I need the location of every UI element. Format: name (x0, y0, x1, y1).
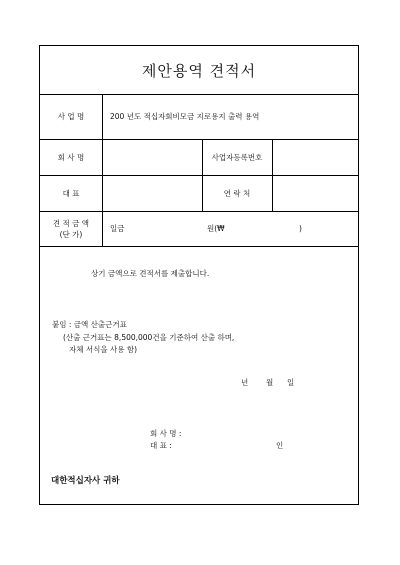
registration-number-value[interactable] (276, 139, 356, 175)
representative-label: 대 표 (62, 188, 80, 198)
business-name-value: 200 년도 적십자회비모금 지로용지 출력 용역 (110, 112, 260, 121)
company-name-value[interactable] (103, 139, 202, 175)
attachment-line-1: 붙임 : 금액 산출근거표 (52, 320, 127, 329)
attachment-line-3: 자체 서식을 사용 함) (69, 345, 138, 354)
row-divider (40, 246, 358, 247)
registration-number-label: 사업자등록번호 (211, 152, 263, 162)
company-name-label: 회 사 명 (57, 152, 85, 162)
date-day: 일 (287, 378, 295, 387)
amount-label (40, 211, 102, 246)
form-title: 제안용역 견적서 (40, 46, 358, 95)
signature-rep-label: 대 표 : (150, 441, 172, 450)
amount-label-line2: (단 가) (59, 229, 83, 239)
business-name-label: 사 업 명 (57, 112, 85, 121)
column-divider (272, 139, 273, 211)
date-year: 년 (241, 378, 249, 387)
signature-company-label: 회 사 명 : (150, 429, 182, 438)
contact-label: 연 락 처 (223, 188, 251, 198)
estimate-form (39, 45, 359, 505)
representative-value[interactable] (103, 175, 202, 211)
amount-won: 원(₩ (207, 224, 225, 233)
amount-close: ) (299, 224, 302, 233)
addressee: 대한적십자사 귀하 (51, 476, 120, 486)
contact-value[interactable] (276, 175, 356, 211)
amount-label-line1: 견 적 금 액 (52, 218, 90, 228)
amount-prefix: 일금 (110, 224, 125, 233)
date-month: 월 (266, 378, 274, 387)
attachment-line-2: (산출 근거표는 8,500,000건을 기준하여 산출 하며, (63, 333, 235, 342)
seal-mark: 인 (276, 441, 284, 450)
submit-statement: 상기 금액으로 견적서를 제출합니다. (91, 269, 210, 278)
